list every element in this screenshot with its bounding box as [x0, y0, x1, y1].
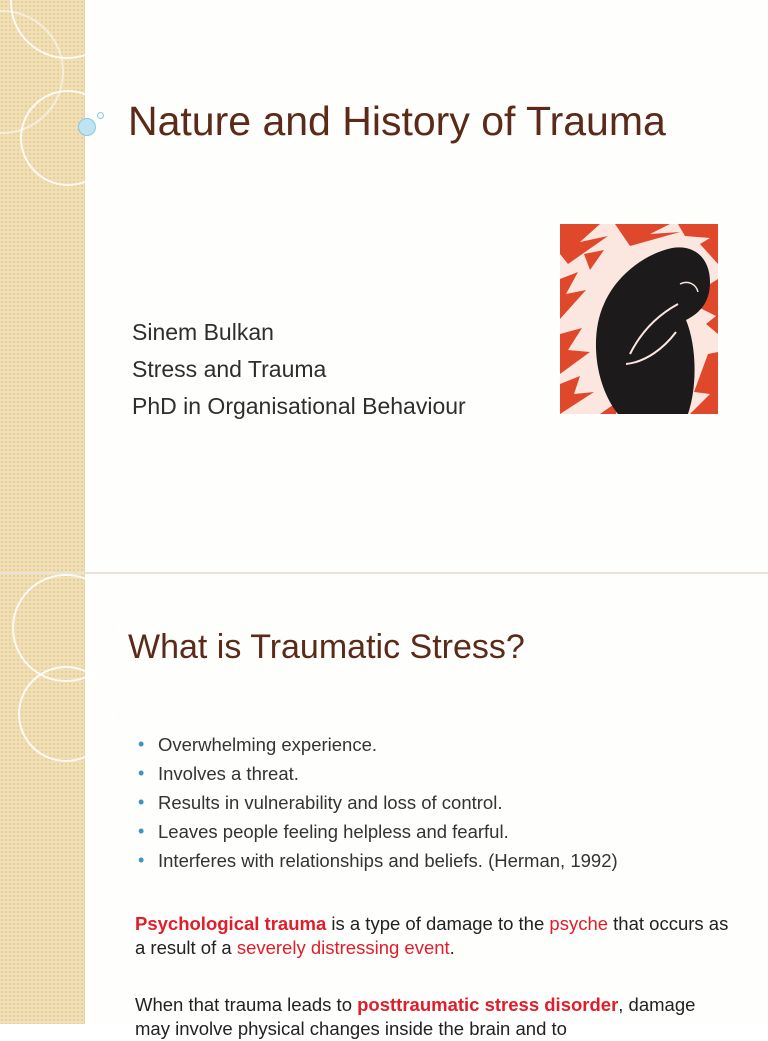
bullet-item: • Overwhelming experience. — [138, 730, 618, 759]
paragraph-text: . — [449, 937, 455, 958]
paragraph-text: , damage may involve physical changes inside the brain and to — [135, 994, 696, 1039]
presenter-degree: PhD in Organisational Behaviour — [132, 393, 466, 419]
paragraph-text: is a type of damage to the — [326, 913, 550, 934]
decorative-ring — [18, 666, 114, 762]
bullet-item: • Leaves people feeling helpless and fearful. — [138, 817, 618, 846]
bullet-item: • Involves a threat. — [138, 759, 618, 788]
content-slide — [0, 574, 768, 1039]
course-name: Stress and Trauma — [132, 356, 327, 382]
definition-paragraph — [135, 912, 735, 960]
curled-figure-icon — [560, 224, 718, 414]
event-link[interactable]: severely distressing event — [236, 937, 450, 958]
presenter-info — [132, 314, 466, 425]
paragraph-text: that occurs as a result of a — [135, 913, 729, 958]
ptsd-link[interactable]: posttraumatic stress disorder — [357, 994, 619, 1015]
psyche-link[interactable]: psyche — [549, 913, 609, 934]
ptsd-paragraph — [135, 993, 735, 1041]
decorative-side-band — [0, 574, 85, 1024]
presenter-name: Sinem Bulkan — [132, 319, 274, 345]
decorative-dot — [97, 112, 104, 119]
decorative-side-band — [0, 0, 85, 572]
term-highlight: Psychological trauma — [135, 913, 327, 934]
bullet-item: • Interferes with relationships and beliefs. (Herman, 1992) — [138, 846, 618, 875]
paragraph-text: When that trauma leads to — [135, 994, 358, 1015]
bullet-list — [138, 730, 618, 875]
slide-title: Nature and History of Trauma — [128, 98, 666, 144]
slide-title: What is Traumatic Stress? — [128, 628, 525, 666]
decorative-dot — [78, 118, 96, 136]
bullet-item: • Results in vulnerability and loss of control. — [138, 788, 618, 817]
